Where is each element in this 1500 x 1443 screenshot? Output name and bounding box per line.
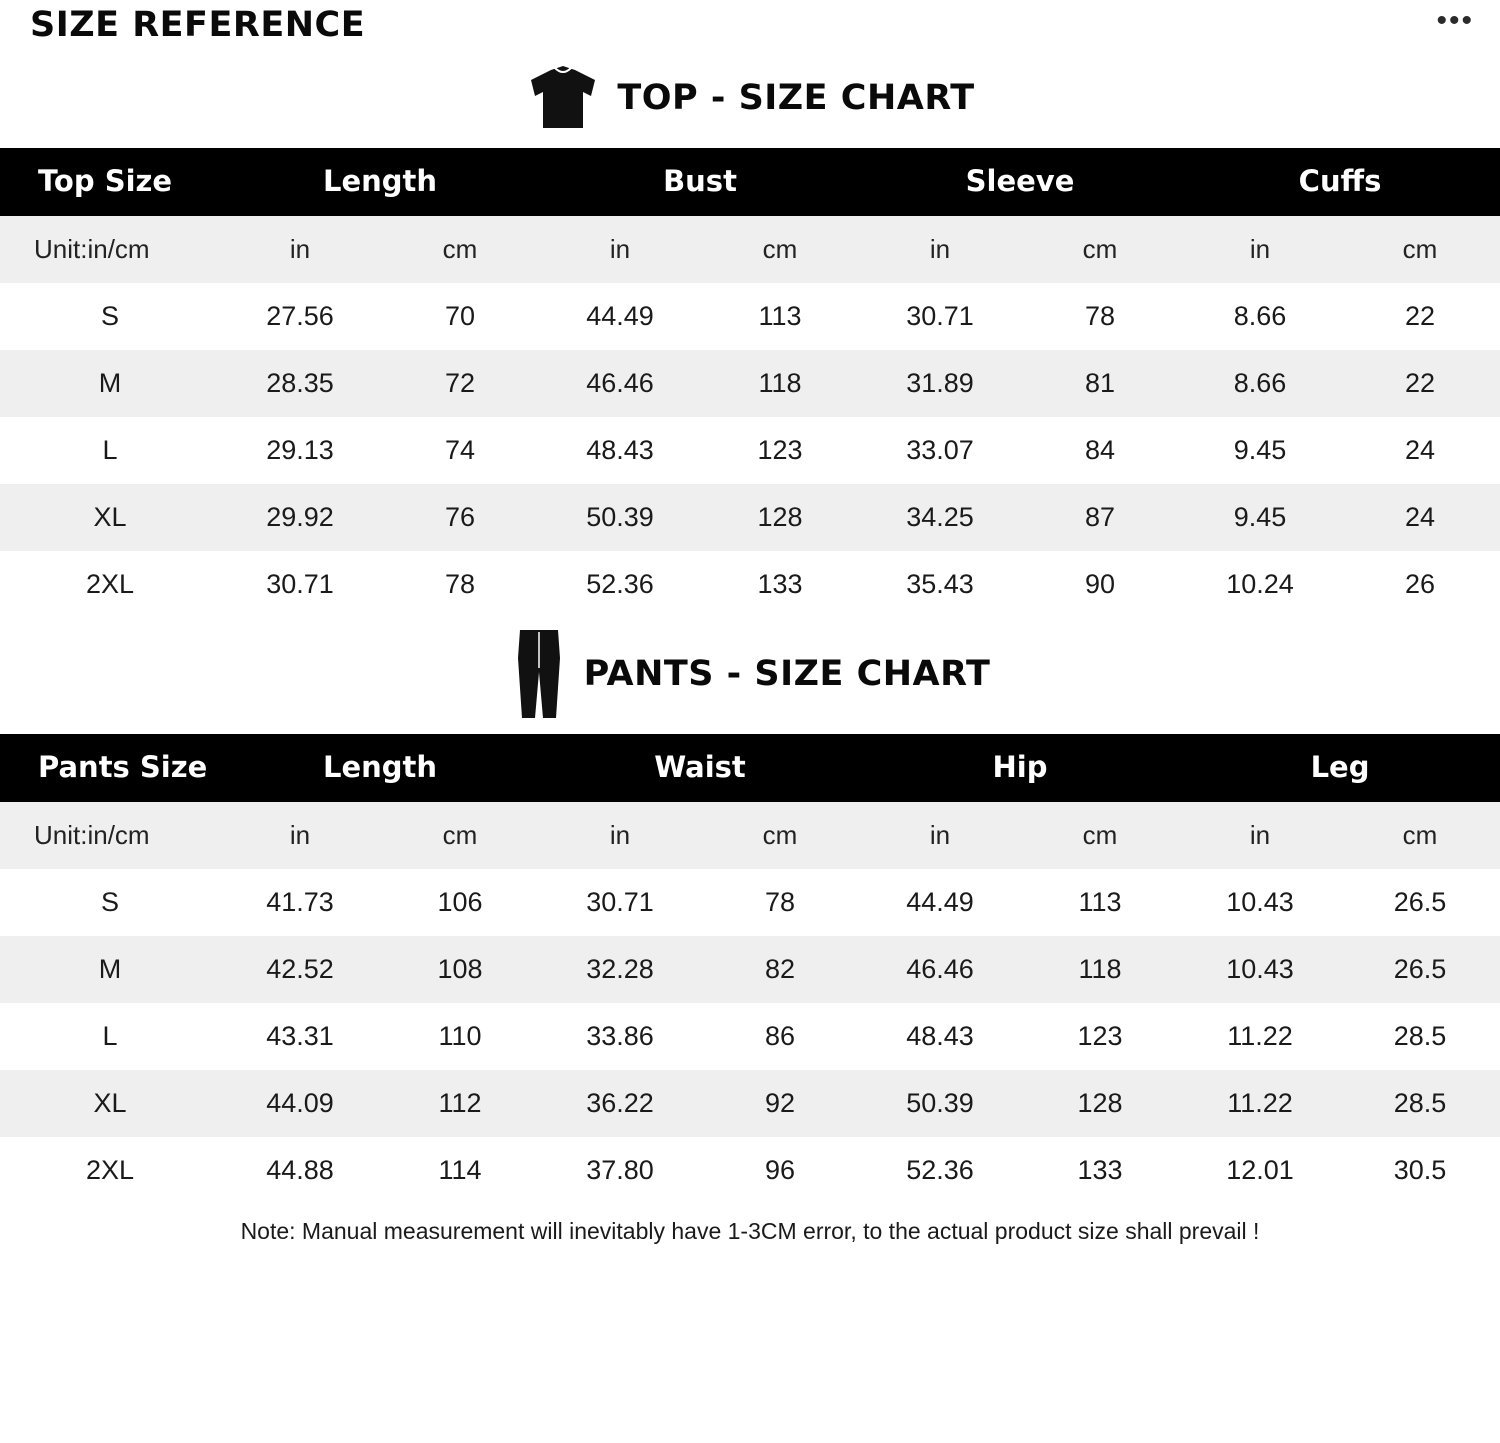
- cell: 118: [700, 350, 860, 417]
- unit-row: [0, 216, 1500, 283]
- cell: 10.43: [1180, 936, 1340, 1003]
- cell: 44.09: [220, 1070, 380, 1137]
- cell: 81: [1020, 350, 1180, 417]
- cell: 48.43: [540, 417, 700, 484]
- cell: 27.56: [220, 283, 380, 350]
- row-size: 2XL: [0, 551, 220, 618]
- pants-size-table: [0, 734, 1500, 1204]
- cell: 10.43: [1180, 869, 1340, 936]
- unit-row: [0, 802, 1500, 869]
- table-row: [0, 551, 1500, 618]
- cell: 106: [380, 869, 540, 936]
- row-size: XL: [0, 484, 220, 551]
- table-row: [0, 936, 1500, 1003]
- cell: 37.80: [540, 1137, 700, 1204]
- cell: 123: [1020, 1003, 1180, 1070]
- cell: 110: [380, 1003, 540, 1070]
- unit-cell: cm: [1340, 216, 1500, 283]
- unit-label: Unit:in/cm: [0, 216, 220, 283]
- cell: 26: [1340, 551, 1500, 618]
- cell: 41.73: [220, 869, 380, 936]
- table-row: [0, 869, 1500, 936]
- cell: 11.22: [1180, 1003, 1340, 1070]
- cell: 9.45: [1180, 417, 1340, 484]
- cell: 86: [700, 1003, 860, 1070]
- cell: 74: [380, 417, 540, 484]
- unit-cell: cm: [1020, 216, 1180, 283]
- cell: 84: [1020, 417, 1180, 484]
- cell: 87: [1020, 484, 1180, 551]
- cell: 24: [1340, 484, 1500, 551]
- row-size: XL: [0, 1070, 220, 1137]
- unit-cell: in: [1180, 216, 1340, 283]
- row-size: S: [0, 869, 220, 936]
- table-row: [0, 283, 1500, 350]
- cell: 29.92: [220, 484, 380, 551]
- unit-cell: cm: [700, 802, 860, 869]
- table-row: [0, 1070, 1500, 1137]
- top-size-chart-heading: [0, 62, 1500, 134]
- pants-size-chart-heading: [0, 628, 1500, 720]
- cell: 31.89: [860, 350, 1020, 417]
- cell: 96: [700, 1137, 860, 1204]
- cell: 133: [1020, 1137, 1180, 1204]
- row-size: M: [0, 350, 220, 417]
- unit-cell: in: [220, 216, 380, 283]
- measurement-note: Note: Manual measurement will inevitably have 1-3CM error, to the actual product size shall prevail !: [240, 1218, 1260, 1244]
- column-header-waist: Waist: [540, 734, 860, 802]
- cell: 11.22: [1180, 1070, 1340, 1137]
- cell: 133: [700, 551, 860, 618]
- pants-icon: [510, 628, 568, 720]
- cell: 33.07: [860, 417, 1020, 484]
- cell: 30.5: [1340, 1137, 1500, 1204]
- table-row: [0, 350, 1500, 417]
- column-header-sleeve: Sleeve: [860, 148, 1180, 216]
- cell: 10.24: [1180, 551, 1340, 618]
- cell: 44.49: [540, 283, 700, 350]
- cell: 8.66: [1180, 350, 1340, 417]
- unit-label: Unit:in/cm: [0, 802, 220, 869]
- table-row: [0, 1003, 1500, 1070]
- row-size: M: [0, 936, 220, 1003]
- top-size-table: [0, 148, 1500, 618]
- column-header-bust: Bust: [540, 148, 860, 216]
- table-header-row: [0, 148, 1500, 216]
- cell: 46.46: [540, 350, 700, 417]
- pants-size-chart-label: PANTS - SIZE CHART: [583, 654, 991, 694]
- cell: 82: [700, 936, 860, 1003]
- column-header-cuffs: Cuffs: [1180, 148, 1500, 216]
- cell: 44.49: [860, 869, 1020, 936]
- page-title: SIZE REFERENCE: [30, 5, 366, 45]
- unit-cell: in: [860, 802, 1020, 869]
- column-header-pants-size: Pants Size: [0, 734, 220, 802]
- unit-cell: in: [540, 216, 700, 283]
- cell: 28.5: [1340, 1003, 1500, 1070]
- table-row: [0, 1137, 1500, 1204]
- cell: 22: [1340, 283, 1500, 350]
- cell: 112: [380, 1070, 540, 1137]
- cell: 113: [700, 283, 860, 350]
- cell: 33.86: [540, 1003, 700, 1070]
- cell: 28.35: [220, 350, 380, 417]
- unit-cell: in: [860, 216, 1020, 283]
- cell: 48.43: [860, 1003, 1020, 1070]
- cell: 50.39: [540, 484, 700, 551]
- sweatshirt-icon: [525, 62, 601, 134]
- cell: 70: [380, 283, 540, 350]
- unit-cell: in: [1180, 802, 1340, 869]
- table-row: [0, 417, 1500, 484]
- cell: 42.52: [220, 936, 380, 1003]
- cell: 78: [700, 869, 860, 936]
- cell: 34.25: [860, 484, 1020, 551]
- cell: 24: [1340, 417, 1500, 484]
- unit-cell: cm: [1340, 802, 1500, 869]
- unit-cell: in: [220, 802, 380, 869]
- cell: 108: [380, 936, 540, 1003]
- row-size: 2XL: [0, 1137, 220, 1204]
- column-header-hip: Hip: [860, 734, 1180, 802]
- cell: 128: [1020, 1070, 1180, 1137]
- cell: 43.31: [220, 1003, 380, 1070]
- row-size: S: [0, 283, 220, 350]
- cell: 12.01: [1180, 1137, 1340, 1204]
- unit-cell: cm: [380, 216, 540, 283]
- cell: 90: [1020, 551, 1180, 618]
- cell: 113: [1020, 869, 1180, 936]
- cell: 118: [1020, 936, 1180, 1003]
- unit-cell: cm: [1020, 802, 1180, 869]
- column-header-length: Length: [220, 734, 540, 802]
- cell: 128: [700, 484, 860, 551]
- overflow-menu-icon[interactable]: •••: [1436, 4, 1474, 37]
- cell: 9.45: [1180, 484, 1340, 551]
- cell: 35.43: [860, 551, 1020, 618]
- cell: 52.36: [860, 1137, 1020, 1204]
- column-header-length: Length: [220, 148, 540, 216]
- cell: 32.28: [540, 936, 700, 1003]
- cell: 26.5: [1340, 869, 1500, 936]
- cell: 76: [380, 484, 540, 551]
- cell: 44.88: [220, 1137, 380, 1204]
- cell: 52.36: [540, 551, 700, 618]
- cell: 46.46: [860, 936, 1020, 1003]
- table-header-row: [0, 734, 1500, 802]
- column-header-leg: Leg: [1180, 734, 1500, 802]
- unit-cell: cm: [380, 802, 540, 869]
- cell: 78: [1020, 283, 1180, 350]
- column-header-top-size: Top Size: [0, 148, 220, 216]
- cell: 123: [700, 417, 860, 484]
- unit-cell: cm: [700, 216, 860, 283]
- cell: 8.66: [1180, 283, 1340, 350]
- cell: 36.22: [540, 1070, 700, 1137]
- cell: 30.71: [860, 283, 1020, 350]
- row-size: L: [0, 417, 220, 484]
- table-row: [0, 484, 1500, 551]
- cell: 50.39: [860, 1070, 1020, 1137]
- cell: 30.71: [540, 869, 700, 936]
- cell: 30.71: [220, 551, 380, 618]
- row-size: L: [0, 1003, 220, 1070]
- top-size-chart-label: TOP - SIZE CHART: [617, 78, 975, 118]
- cell: 22: [1340, 350, 1500, 417]
- cell: 26.5: [1340, 936, 1500, 1003]
- cell: 28.5: [1340, 1070, 1500, 1137]
- unit-cell: in: [540, 802, 700, 869]
- cell: 114: [380, 1137, 540, 1204]
- cell: 72: [380, 350, 540, 417]
- cell: 78: [380, 551, 540, 618]
- cell: 92: [700, 1070, 860, 1137]
- page-header: [0, 0, 1500, 52]
- cell: 29.13: [220, 417, 380, 484]
